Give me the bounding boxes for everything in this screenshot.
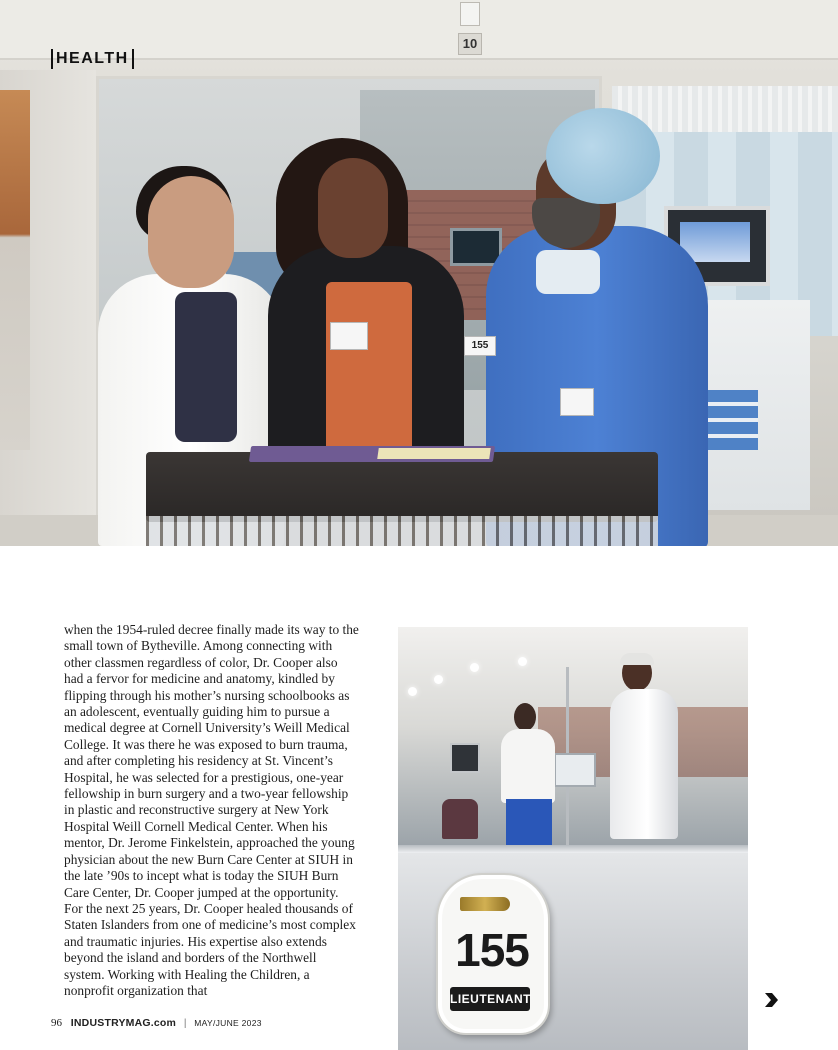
nurse-scrub-pants [506, 799, 552, 849]
shield-rank: LIEUTENANT [450, 987, 530, 1011]
glass-edge [398, 845, 748, 853]
footer-separator: | [183, 1018, 187, 1029]
wall-monitor [450, 743, 480, 773]
continue-arrow-icon[interactable] [763, 993, 779, 1007]
ceiling-light [434, 675, 443, 684]
speaking-trumpet-icon [460, 897, 510, 911]
section-tag: HEALTH [51, 49, 134, 69]
room-number-sign: 10 [458, 33, 482, 55]
ceiling-alarm [460, 2, 480, 26]
issue-date: MAY/JUNE 2023 [194, 1018, 262, 1028]
ceiling-light [518, 657, 527, 666]
cart-badge-number: 155 [464, 336, 496, 356]
cart-rail [146, 516, 658, 546]
nurse-head [514, 703, 536, 731]
side-room [0, 90, 30, 450]
publication-brand[interactable]: INDUSTRYMAG.com [70, 1017, 177, 1029]
medical-cart [146, 452, 658, 522]
page-footer [51, 1015, 262, 1031]
surgeon-mask [536, 250, 600, 294]
resident-scrubs [326, 282, 412, 452]
visitor-chair [442, 799, 478, 839]
doctor-face [148, 176, 234, 288]
infusion-pump [554, 753, 596, 787]
secondary-photo [398, 627, 748, 1050]
article-body: when the 1954-ruled decree finally made its way to the small town of Bytheville. Among connecting with other classmen regardless of color, Dr. Cooper also had a fervor for medicine and anatomy, kindled by flipping through his mother’s nursing schoolbooks as an adolescent, eventually guiding him to pursue a medical degree at Cornell University’s Weill Medical College. It was there he was exposed to burn trauma, and after completing his residency at St. Vincent’s Hospital, he was selected for a prestigious, one-year fellowship in burn surgery and a two-year fellowship in plastic and reconstructive surgery at New York Hospital Weill Cornell Medical Center. When his mentor, Dr. Jerome Finkelstein, approached the young physician about the new Burn Care Center at SIUH in the late ’90s to incept what is today the SIUH Burn Care Center, Dr. Cooper jumped at the opportunity. For the next 25 years, Dr. Cooper healed thousands of Staten Islanders from one of medicine’s most complex and traumatic injuries. His expertise also extends beyond the island and borders of the Northwell system. Working with Healing the Children, a nonprofit organization that [64, 622, 359, 998]
nurse-body [501, 729, 555, 803]
ceiling-light [470, 663, 479, 672]
shield-number: 155 [455, 924, 529, 976]
resident-face [318, 158, 388, 258]
doctor-coat [610, 689, 678, 839]
resident-id-badge [330, 322, 368, 350]
ceiling-light [408, 687, 417, 696]
vitals-monitor [450, 228, 502, 266]
page-number: 96 [51, 1017, 62, 1029]
surgeon-id-badge [560, 388, 594, 416]
doctor-scrub-top [175, 292, 237, 442]
surgical-cap [546, 108, 660, 204]
binder-paper [377, 448, 491, 459]
doctor-headlamp [620, 653, 654, 665]
